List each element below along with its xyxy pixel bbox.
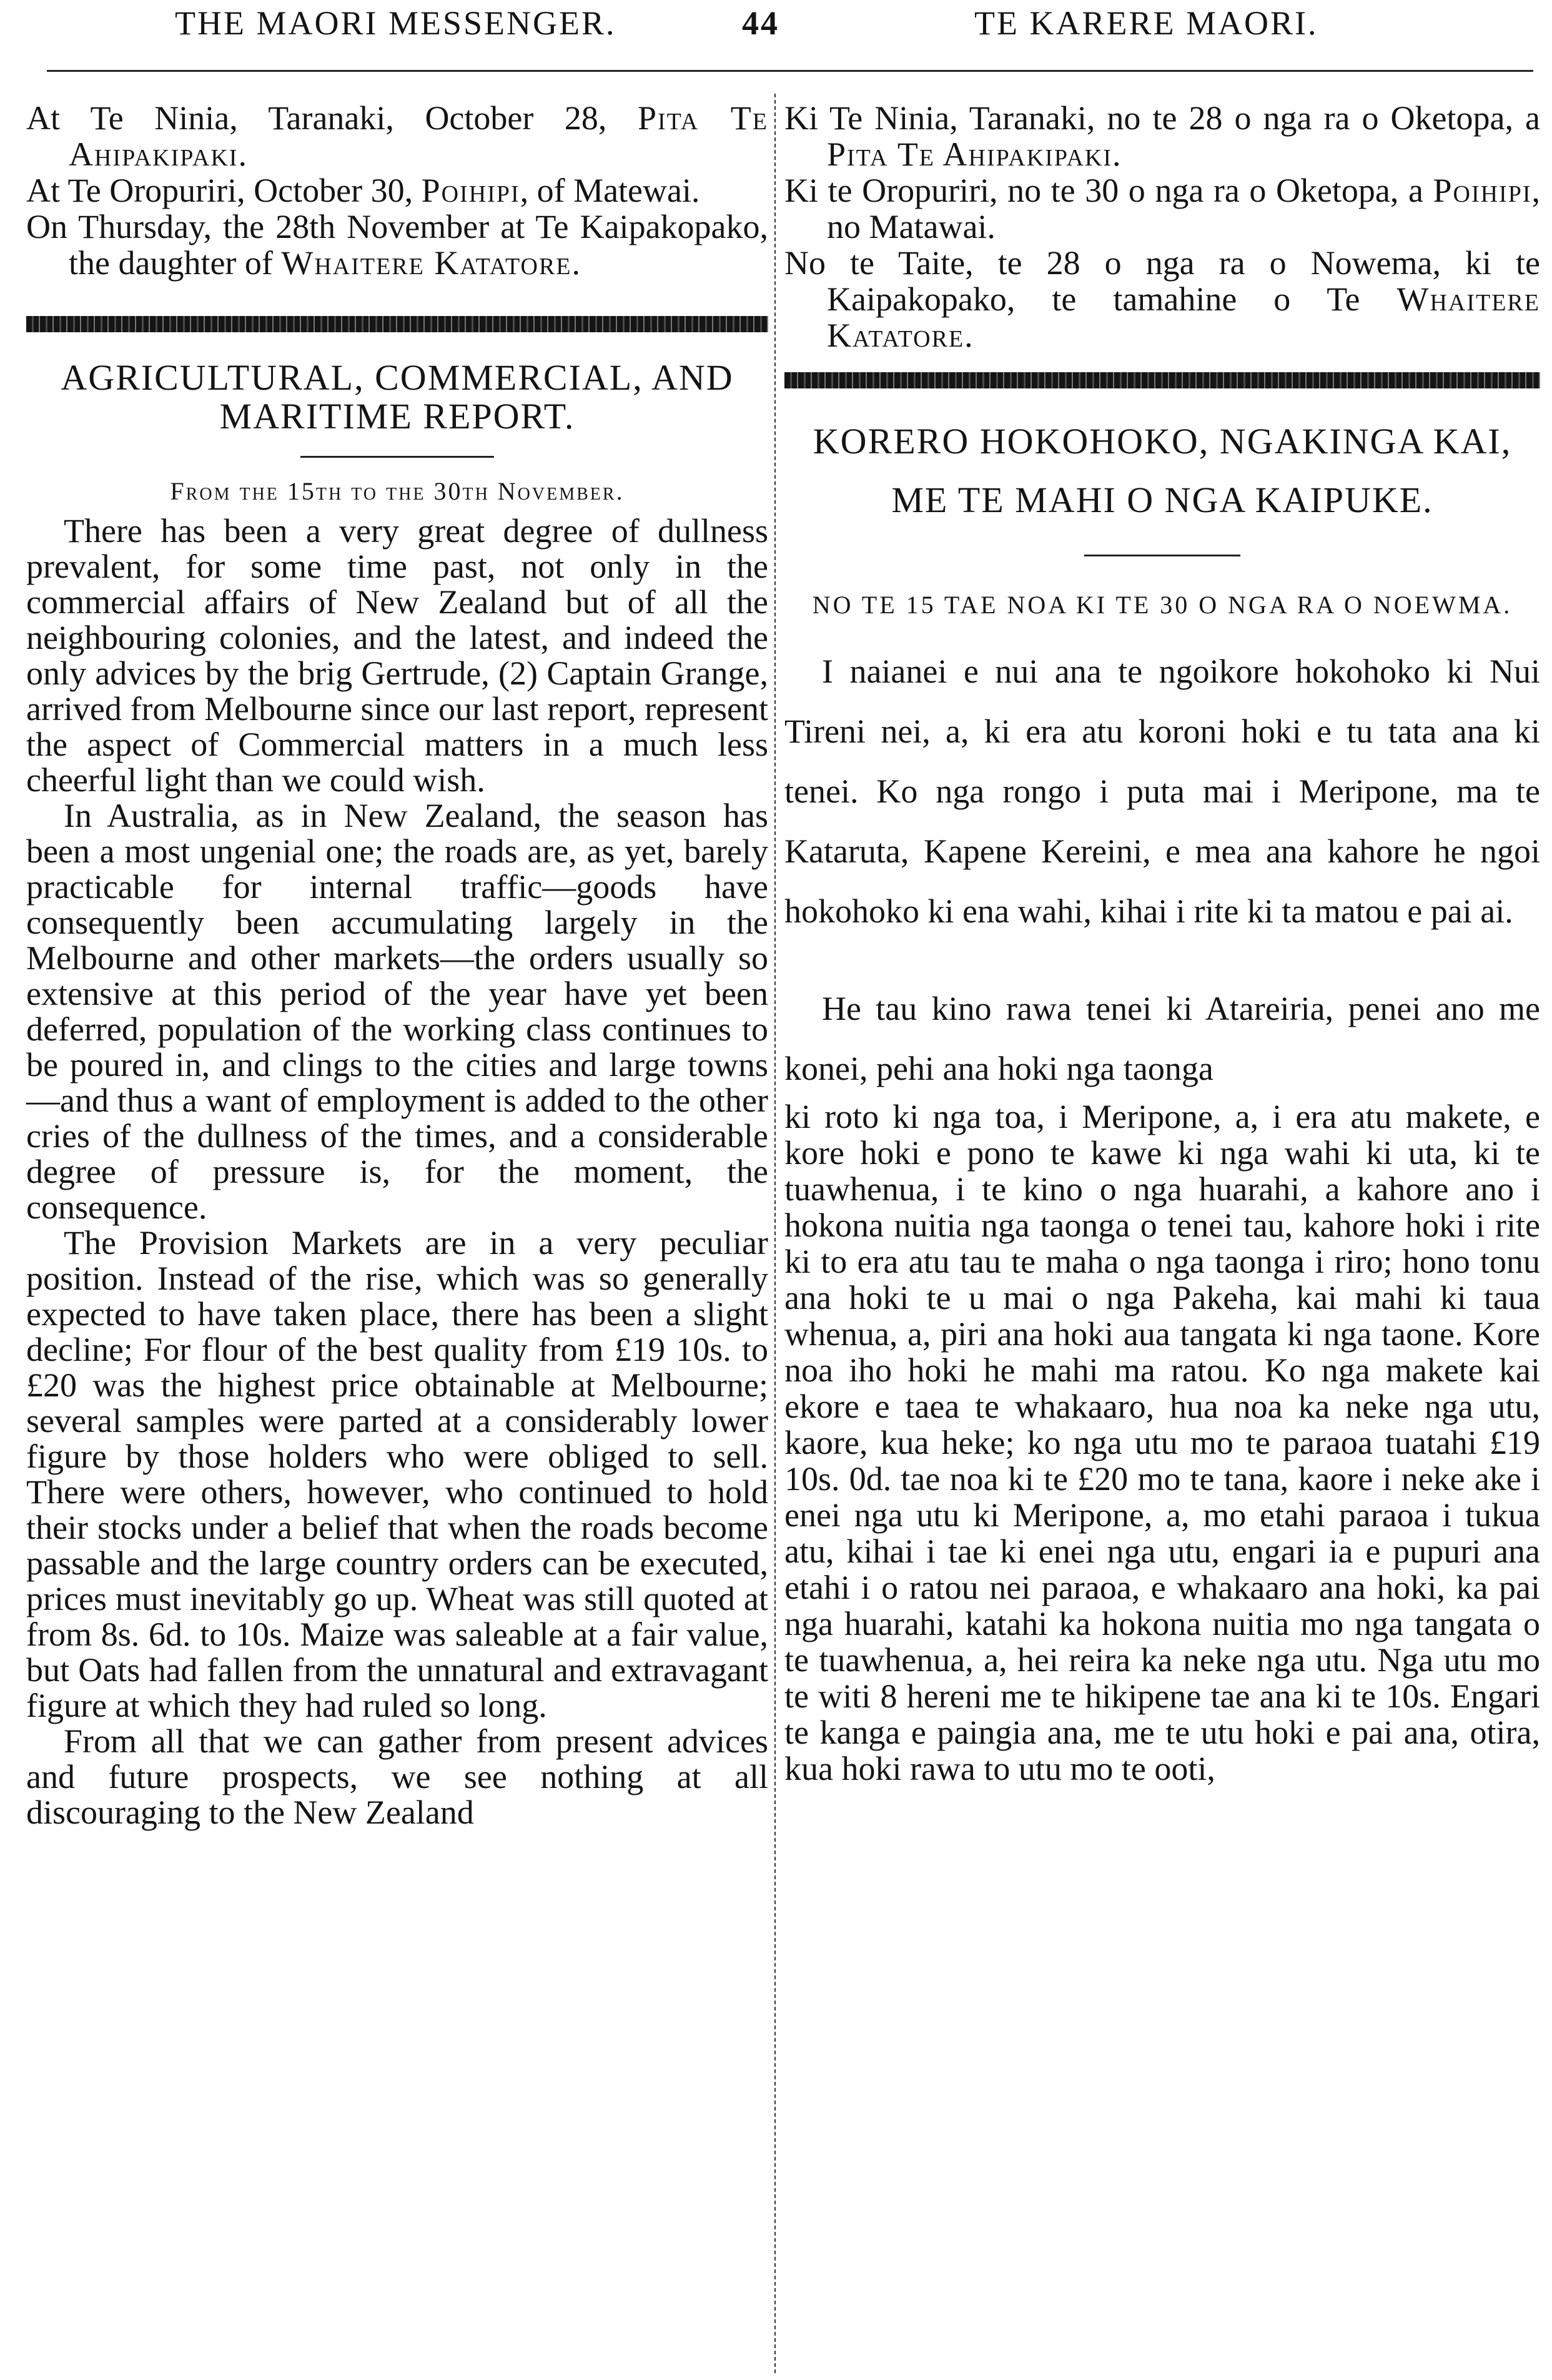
notice-name: Poihipi <box>1433 172 1532 209</box>
paragraph: He tau kino rawa tenei ki Atareiria, penei ano me konei, pehi ana hoki nga taonga <box>784 990 1540 1087</box>
notice-name: Whaitere Katatore. <box>827 280 1540 354</box>
notice-text: At Te Ninia, Taranaki, October 28, <box>26 99 638 137</box>
paragraph: From all that we can gather from present advices and future prospects, we see nothing at all discouraging to the New Zealand <box>26 1722 768 1831</box>
english-masthead: THE MAORI MESSENGER. <box>175 4 616 42</box>
maori-masthead: TE KARERE MAORI. <box>974 4 1318 42</box>
notice <box>26 100 768 172</box>
paragraph: There has been a very great degree of dullness prevalent, for some time past, not only in the commercial affairs of New Zealand but of all the neighbouring colonies, and the latest, and indeed the only advices by the brig Gertrude, (2) Captain Grange, arrived from Melbourne since our last report, represent the aspect of Commercial matters in a much less cheerful light than we could wish. <box>26 512 768 799</box>
report-date-range: NO TE 15 TAE NOA KI TE 30 O NGA RA O NOEWMA. <box>812 591 1513 619</box>
notice <box>784 245 1540 353</box>
ornamental-rule <box>784 372 1540 388</box>
english-column <box>26 100 768 1830</box>
notice-text: No te Taite, te 28 o nga ra o Nowema, ki te Kaipakopako, te tamahine o Te <box>784 244 1540 318</box>
report-title-line-1: KORERO HOKOHOKO, NGAKINGA KAI, <box>813 421 1512 462</box>
notice-text: Ki te Oropuriri, no te 30 o nga ra o Oketopa, a <box>784 172 1433 209</box>
header-rule <box>47 70 1533 72</box>
notice <box>784 172 1540 245</box>
notice-name: Pita Te Ahipakipaki. <box>827 136 1122 173</box>
notice <box>26 209 768 281</box>
paragraph: The Provision Markets are in a very peculiar position. Instead of the rise, which was so generally expected to have taken place, there has been a slight decline; For flour of the best quality from £19 10s. to £20 was the highest price obtainable at Melbourne; several samples were parted at a considerably lower figure by those holders who were obliged to sell. There were others, however, who continued to hold their stocks under a belief that when the roads become passable and the large country orders can be executed, prices must inevitably go up. Wheat was still quoted at from 8s. 6d. to 10s. Maize was saleable at a fair value, but Oats had fallen from the unnatural and extravagant figure at which they had ruled so long. <box>26 1224 768 1724</box>
page-number: 44 <box>742 4 779 42</box>
report-date-range: From the 15th to the 30th November. <box>170 477 625 505</box>
notice <box>784 100 1540 172</box>
report-title-line-2: ME TE MAHI O NGA KAIPUKE. <box>891 480 1433 520</box>
maori-column <box>784 100 1540 1787</box>
page-header <box>0 0 1552 59</box>
notice <box>26 172 768 209</box>
title-rule <box>300 456 494 458</box>
paragraph: I naianei e nui ana te ngoikore hokohoko ki Nui Tireni nei, a, ki era atu koroni hoki e tu tata ana ki tenei. Ko nga rongo i puta mai i Meripone, ma te Kataruta, Kapene Kereini, e mea ana kahore he ngoi hokohoko ki ena wahi, kihai i rite ki ta matou e pai ai. <box>784 653 1540 930</box>
notice-text: Ki Te Ninia, Taranaki, no te 28 o nga ra o Oketopa, a <box>784 99 1540 137</box>
report-title: AGRICULTURAL, COMMERCIAL, AND MARITIME REPORT. <box>61 357 734 437</box>
paragraph: In Australia, as in New Zealand, the season has been a most ungenial one; the roads are, as yet, barely practicable for internal traffic—goods have consequently been accumulating largely in the Melbourne and other markets—the orders usually so extensive at this period of the year have yet been deferred, population of the working class continues to be poured in, and clings to the cities and large towns—and thus a want of employment is added to the other cries of the dullness of the times, and a considerable degree of pressure is, for the moment, the consequence. <box>26 797 768 1226</box>
notice-text: On Thursday, the 28th November at Te Kaipakopako, the daughter of <box>26 208 768 282</box>
notice-suffix: , of Matewai. <box>520 172 700 209</box>
ornamental-rule <box>26 316 768 332</box>
notice-text: At Te Oropuriri, October 30, <box>26 172 422 209</box>
notice-name: Whaitere Katatore. <box>281 244 582 282</box>
notice-suffix: , no Matawai. <box>827 172 1540 245</box>
notice-name: Pita Te Ahipakipaki. <box>69 99 768 173</box>
paragraph: ki roto ki nga toa, i Meripone, a, i era atu makete, e kore hoki e pono te kawe ki nga wahi ki uta, ki te tuawhenua, i te kino o nga huarahi, a kahore ano i hokona nuitia nga taonga o tenei tau, kahore hoki i rite ki to era atu tau te maha o nga taonga i riro; hono tonu ana hoki te u mai o nga Pakeha, kai mahi ki taua whenua, a, piri ana hoki aua tangata ki nga taone. Kore noa iho hoki he mahi ma ratou. Ko nga makete kai ekore e taea te whakaaro, hua noa ka neke nga utu, kaore, kua heke; ko nga utu mo te paraoa tuatahi £19 10s. 0d. tae noa ki te £20 mo te tana, kaore i neke ake i enei nga utu ki Meripone, a, mo etahi paraoa i tukua atu, kihai i tae ki enei nga utu, engari ia e pupuri ana etahi i o ratou nei paraoa, e whakaaro ana hoki, ka pai nga huarahi, katahi ka hokona nuitia mo nga tangata o te tuawhenua, a, hei reira ka neke nga utu. Nga utu mo te witi 8 hereni me te hikipene tae ana ki te 10s. Engari te kanga e paingia ana, me te utu hoki e pai ana, otira, kua hoki rawa to utu mo te ooti, <box>784 1098 1540 1787</box>
notice-name: Poihipi <box>421 172 520 209</box>
column-divider <box>774 94 776 2373</box>
title-rule <box>1084 555 1240 556</box>
